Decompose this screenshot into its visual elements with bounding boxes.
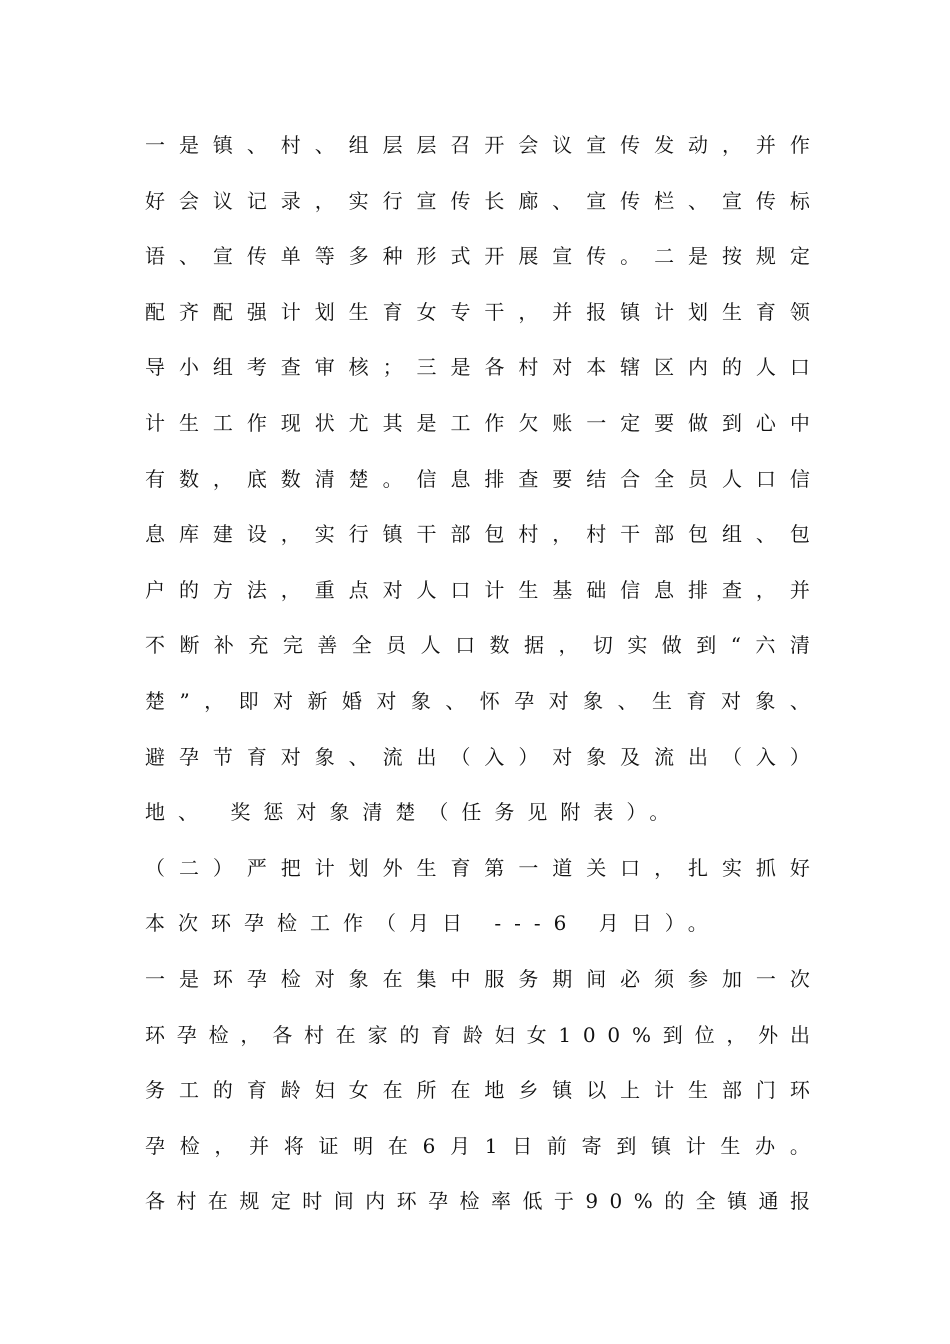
text-line: 一 是 环 孕 检 对 象 在 集 中 服 务 期 间 必 须 参 加 一 次 [145, 966, 810, 991]
section-heading-line: （ 二 ） 严 把 计 划 外 生 育 第 一 道 关 口 ， 扎 实 抓 好 [145, 855, 810, 880]
body-text [145, 128, 810, 1240]
text-line: 务 工 的 育 龄 妇 女 在 所 在 地 乡 镇 以 上 计 生 部 门 环 [145, 1078, 810, 1103]
text-line: 不 断 补 充 完 善 全 员 人 口 数 据 ， 切 实 做 到 “ 六 清 [145, 633, 810, 658]
text-line: 楚 ” ， 即 对 新 婚 对 象 、 怀 孕 对 象 、 生 育 对 象 、 [145, 688, 810, 713]
text-line: 孕 检 ， 并 将 证 明 在 6 月 1 日 前 寄 到 镇 计 生 办 。 [145, 1133, 810, 1158]
text-line: 配 齐 配 强 计 划 生 育 女 专 干 ， 并 报 镇 计 划 生 育 领 [145, 299, 810, 324]
text-line: 好 会 议 记 录 ， 实 行 宣 传 长 廊 、 宣 传 栏 、 宣 传 标 [145, 188, 810, 213]
text-line: 计 生 工 作 现 状 尤 其 是 工 作 欠 账 一 定 要 做 到 心 中 [145, 410, 810, 435]
text-line: 地、 奖惩对象清楚（任务见附表）。 [145, 800, 683, 825]
text-line: 一 是 镇 、 村 、 组 层 层 召 开 会 议 宣 传 发 动 ， 并 作 [145, 133, 810, 157]
text-line: 语 、 宣 传 单 等 多 种 形 式 开 展 宣 传 。 二 是 按 规 定 [145, 244, 810, 269]
text-line: 户 的 方 法 ， 重 点 对 人 口 计 生 基 础 信 息 排 查 ， 并 [145, 577, 810, 602]
text-line: 环 孕 检 ， 各 村 在 家 的 育 龄 妇 女 1 0 0 % 到 位 ， 外 出 [145, 1022, 810, 1047]
text-line: 息 库 建 设 ， 实 行 镇 干 部 包 村 ， 村 干 部 包 组 、 包 [145, 522, 810, 547]
text-line: 导 小 组 考 查 审 核 ； 三 是 各 村 对 本 辖 区 内 的 人 口 [145, 355, 810, 380]
text-line: 避 孕 节 育 对 象 、 流 出 （ 入 ） 对 象 及 流 出 （ 入 ） [145, 744, 810, 769]
text-line: 有 数 ， 底 数 清 楚 。 信 息 排 查 要 结 合 全 员 人 口 信 [145, 466, 810, 491]
section-heading-line: 本次环孕检工作（月日 ---6 月日）。 [145, 911, 721, 936]
text-line: 各 村 在 规 定 时 间 内 环 孕 检 率 低 于 9 0 % 的 全 镇 通 报 [145, 1189, 810, 1214]
